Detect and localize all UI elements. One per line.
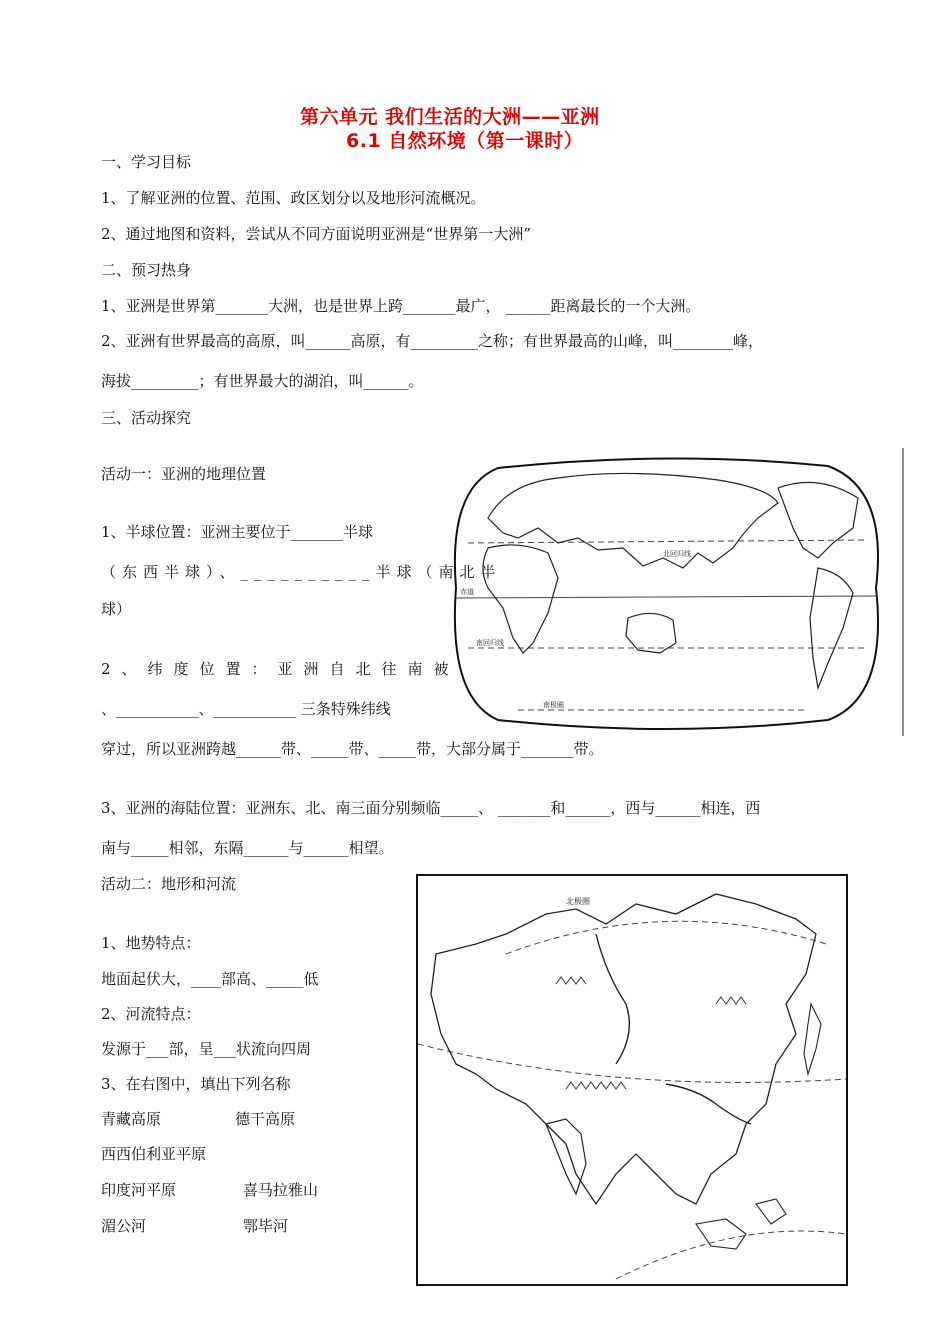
activity1-heading: 活动一：亚洲的地理位置 [101, 465, 267, 483]
name-tibet-plateau: 青藏高原 [101, 1110, 162, 1128]
equator-line [456, 596, 878, 598]
name-deccan-plateau: 德干高原 [235, 1110, 296, 1128]
preview-q2: 2、亚洲有世界最高的高原，叫______高原，有_________之称；有世界最高的山峰，叫________峰， [101, 332, 764, 350]
activity1-q3a: 3、亚洲的海陆位置：亚洲东、北、南三面分别频临_____、 _______和______，西与______相连，西 [101, 799, 761, 817]
section-heading-goals: 一、学习目标 [101, 153, 192, 171]
north-america-outline [778, 482, 858, 558]
activity1-q1b: （东西半球）、__________半球（南北半 [101, 563, 502, 581]
label-tropic-capricorn: 南回归线 [476, 639, 504, 647]
preview-q2-cont: 海拔_________；有世界最大的湖泊，叫______。 [101, 372, 424, 390]
label-tropic-cancer: 北回归线 [663, 550, 691, 558]
world-map [448, 448, 908, 738]
name-indus-plain: 印度河平原 [101, 1181, 177, 1199]
africa-outline [483, 545, 558, 653]
activity2-t3: 3、在右图中，填出下列名称 [101, 1075, 291, 1093]
activity1-q1c: 球） [101, 600, 132, 618]
page-subtitle: 6.1 自然环境（第一课时） [346, 130, 584, 152]
activity2-heading: 活动二：地形和河流 [101, 875, 237, 893]
south-america-outline [810, 568, 853, 688]
goal-1: 1、了解亚洲的位置、范围、政区划分以及地形河流概况。 [101, 189, 486, 207]
activity1-q1a: 1、半球位置：亚洲主要位于_______半球 [101, 523, 374, 541]
activity1-q2b: 、___________、___________ 三条特殊纬线 [101, 700, 391, 718]
activity1-q2c: 穿过，所以亚洲跨越______带、_____带、_____带，大部分属于_______带。 [101, 740, 604, 758]
label-antarctic-circle: 南极圈 [543, 701, 564, 709]
name-mekong: 湄公河 [101, 1217, 147, 1235]
page-title: 第六单元 我们生活的大洲——亚洲 [300, 106, 600, 128]
label-equator: 赤道 [460, 588, 474, 596]
activity2-t2: 2、河流特点： [101, 1005, 201, 1023]
goal-2: 2、通过地图和资料，尝试从不同方面说明亚洲是“世界第一大洲” [101, 225, 531, 243]
world-map-frame [455, 458, 878, 729]
activity1-q3b: 南与_____相邻，东隔______与______相望。 [101, 839, 394, 857]
name-himalaya: 喜马拉雅山 [243, 1181, 319, 1199]
name-ob: 鄂毕河 [243, 1217, 289, 1235]
australia-outline [626, 613, 676, 653]
activity2-t1a: 地面起伏大，____部高、_____低 [101, 970, 319, 988]
asia-map-frame [417, 875, 847, 1285]
section-heading-preview: 二、预习热身 [101, 261, 192, 279]
name-west-siberian-plain: 西西伯利亚平原 [101, 1145, 207, 1163]
activity2-t2a: 发源于___部，呈___状流向四周 [101, 1040, 312, 1058]
eurasia-outline [488, 473, 778, 568]
asia-map [416, 874, 848, 1286]
label-arctic-circle: 北极圈 [566, 897, 590, 906]
section-heading-activities: 三、活动探究 [101, 409, 192, 427]
activity1-q2a: 2、纬度位置：亚洲自北往南被 [101, 660, 460, 678]
preview-q1: 1、亚洲是世界第_______大洲，也是世界上跨_______最广， ______距离最长的一个大洲。 [101, 297, 701, 315]
tropic-cancer-line [468, 540, 868, 543]
activity2-t1: 1、地势特点： [101, 934, 201, 952]
